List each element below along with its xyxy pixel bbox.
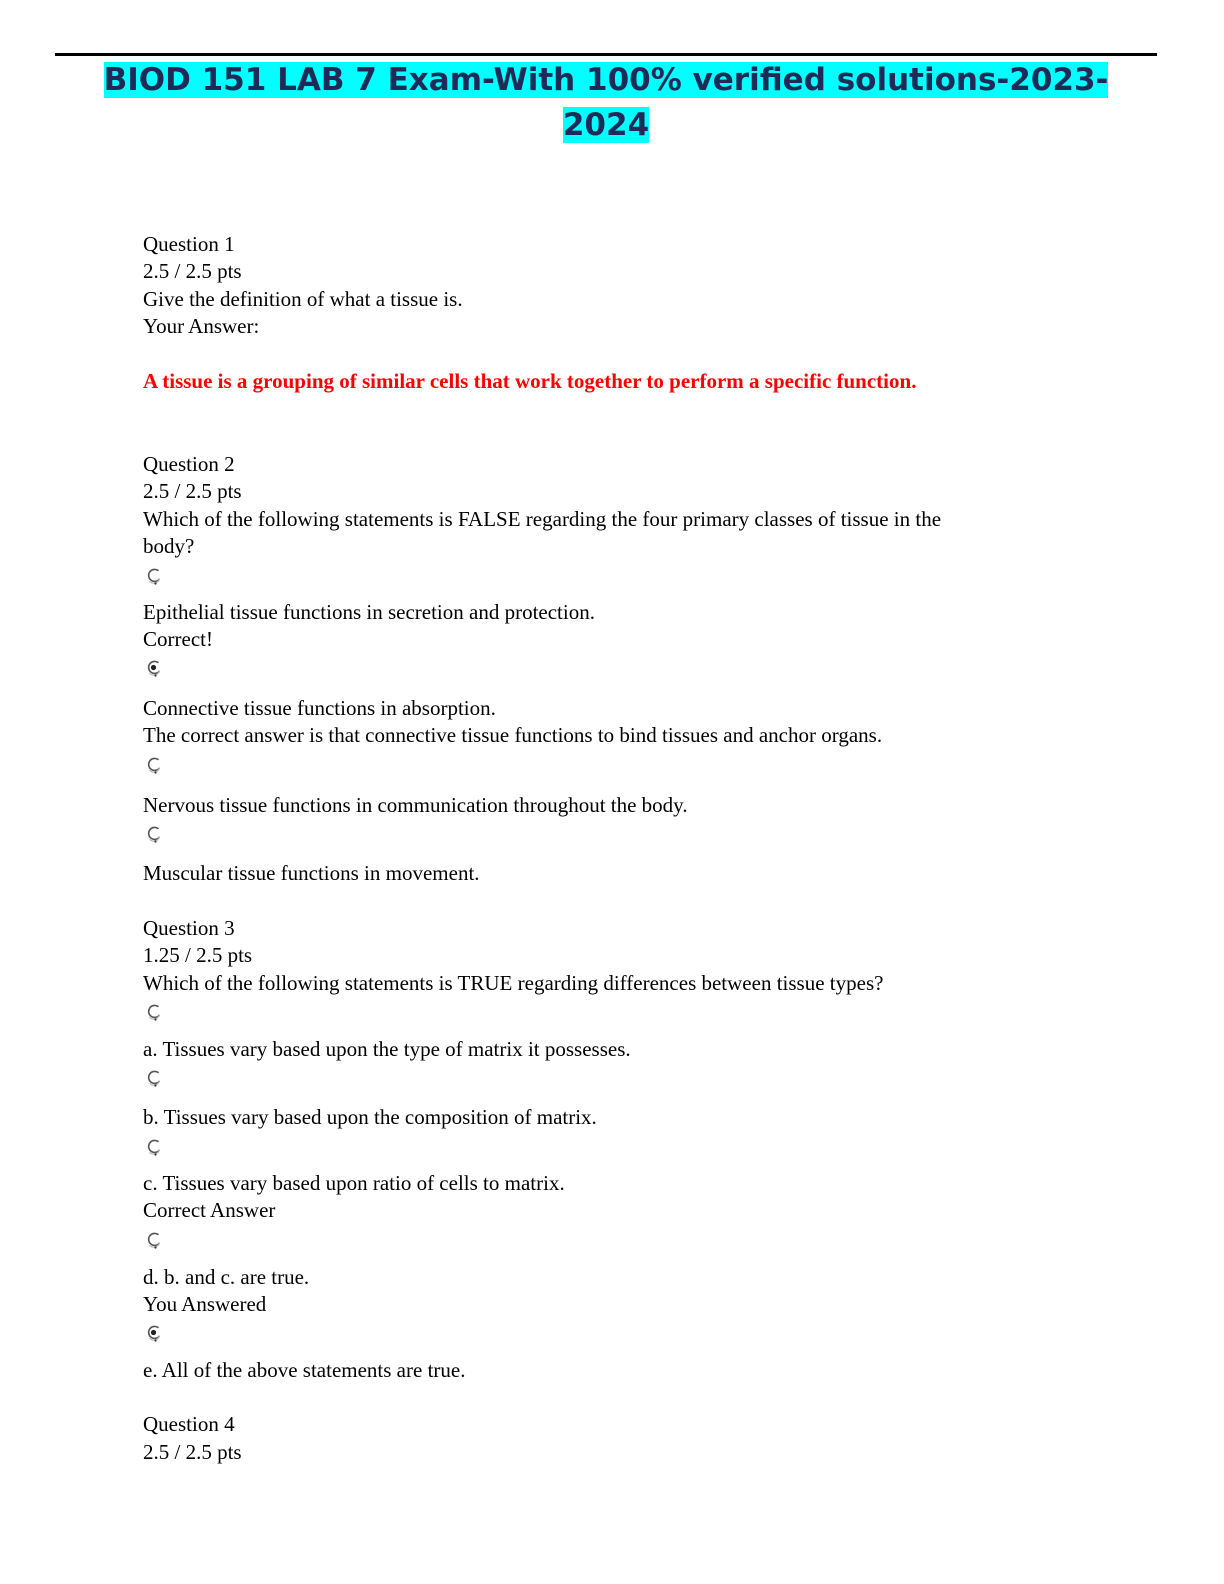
question-2-prompt-line-1: Which of the following statements is FALSE regarding the four primary classes of tissue in the (143, 507, 942, 531)
question-2-option-3: Nervous tissue functions in communication throughout the body. (143, 793, 688, 817)
question-3-option-d: d. b. and c. are true. (143, 1265, 310, 1289)
title-line-1: BIOD 151 LAB 7 Exam-With 100% verified solutions-2023- (103, 62, 1109, 98)
question-3-option-c: c. Tissues vary based upon ratio of cells to matrix. (143, 1171, 565, 1195)
question-4-score: 2.5 / 2.5 pts (143, 1440, 242, 1464)
question-2-correct-status: Correct! (143, 627, 213, 651)
question-1-label: Question 1 (143, 232, 235, 256)
radio-button-icon[interactable] (145, 567, 163, 585)
radio-button-icon[interactable] (145, 825, 163, 843)
question-1-prompt: Give the definition of what a tissue is. (143, 287, 463, 311)
question-3-option-b: b. Tissues vary based upon the composition of matrix. (143, 1105, 597, 1129)
question-2-option-4: Muscular tissue functions in movement. (143, 861, 480, 885)
question-2-score: 2.5 / 2.5 pts (143, 479, 242, 503)
radio-button-icon[interactable] (145, 756, 163, 774)
question-3-option-e: e. All of the above statements are true. (143, 1358, 466, 1382)
radio-button-selected-icon[interactable] (145, 1324, 163, 1342)
title-line-2: 2024 (562, 107, 650, 143)
document-title (55, 58, 1157, 148)
question-2-prompt-line-2: body? (143, 534, 195, 558)
question-1-score: 2.5 / 2.5 pts (143, 259, 242, 283)
question-2-feedback: The correct answer is that connective tissue functions to bind tissues and anchor organs. (143, 723, 883, 747)
question-3-option-a: a. Tissues vary based upon the type of matrix it possesses. (143, 1037, 631, 1061)
question-3-you-answered-status: You Answered (143, 1292, 267, 1316)
question-3-label: Question 3 (143, 916, 235, 940)
question-4-label: Question 4 (143, 1412, 235, 1436)
question-2-option-1: Epithelial tissue functions in secretion and protection. (143, 600, 595, 624)
top-rule (55, 53, 1157, 56)
radio-button-icon[interactable] (145, 1069, 163, 1087)
question-3-correct-answer-status: Correct Answer (143, 1198, 276, 1222)
question-3-score: 1.25 / 2.5 pts (143, 943, 253, 967)
radio-button-icon[interactable] (145, 1138, 163, 1156)
radio-button-icon[interactable] (145, 1231, 163, 1249)
radio-button-selected-icon[interactable] (145, 659, 163, 677)
radio-button-icon[interactable] (145, 1003, 163, 1021)
question-1-answer-label: Your Answer: (143, 314, 260, 338)
question-3-prompt: Which of the following statements is TRUE regarding differences between tissue types? (143, 971, 884, 995)
question-2-option-2: Connective tissue functions in absorption. (143, 696, 496, 720)
question-1-answer: A tissue is a grouping of similar cells that work together to perform a specific function. (143, 369, 917, 393)
question-2-label: Question 2 (143, 452, 235, 476)
